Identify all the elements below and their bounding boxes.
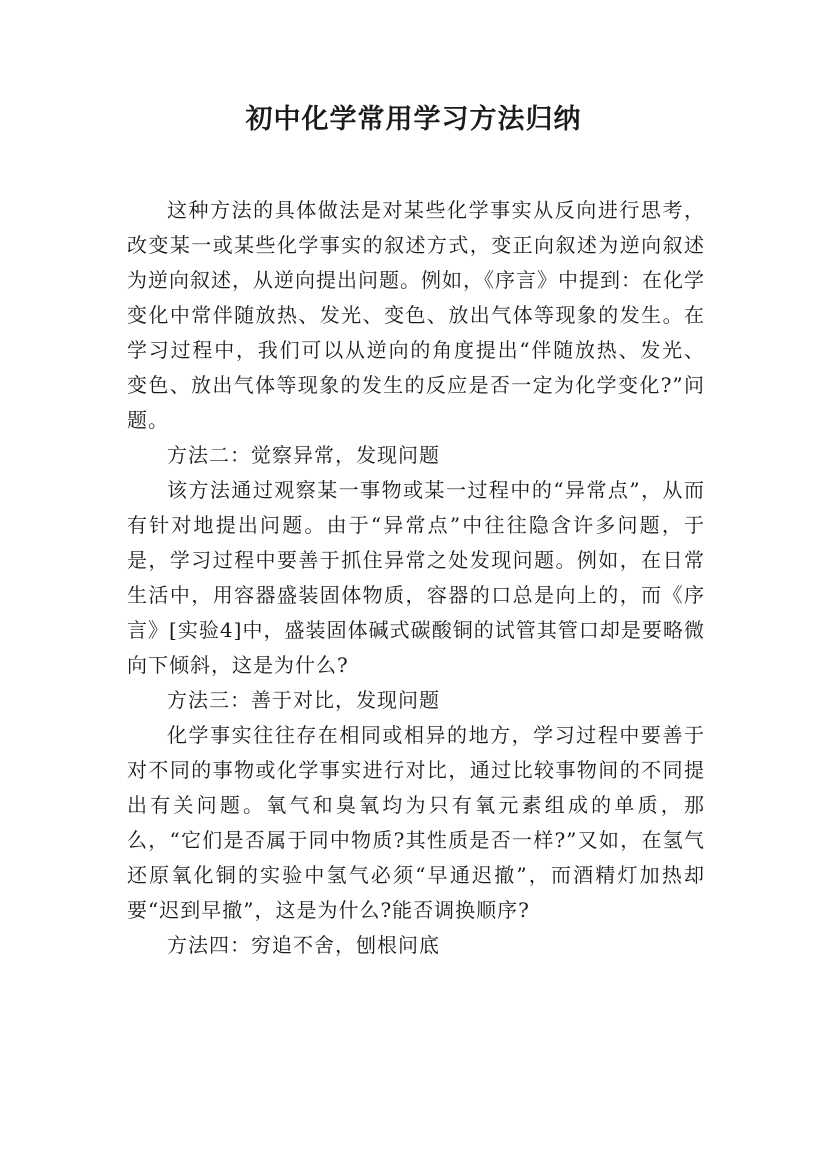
heading-method-three: 方法三：善于对比，发现问题	[167, 688, 440, 712]
paragraph-method-three: 化学事实往往存在相同或相异的地方，学习过程中要善于对不同的事物或化学事实进行对比，通过比较事物间的不同提出有关问题。氧气和臭氧均为只有氧元素组成的单质，那么，“它们是否属于同中物质?其性质是否一样?”又如，在氢气还原氧化铜的实验中氢气必须“早通迟撤”，而酒精灯加热却要“迟到早撤”，这是为什么?能否调换顺序?	[127, 723, 705, 922]
paragraph-method-two: 该方法通过观察某一事物或某一过程中的“异常点”，从而有针对地提出问题。由于“异常点”中往往隐含许多问题，于是，学习过程中要善于抓住异常之处发现问题。例如，在日常生活中，用容器盛装固体物质，容器的口总是向上的，而《序言》[实验4]中，盛装固体碱式碳酸铜的试管其管口却是要略微向下倾斜，这是为什么?	[127, 478, 705, 677]
document-title: 初中化学常用学习方法归纳	[245, 104, 582, 135]
document-body	[127, 193, 705, 963]
heading-method-four: 方法四：穷追不舍，刨根问底	[167, 933, 440, 957]
heading-method-two: 方法二：觉察异常，发现问题	[167, 443, 440, 467]
paragraph-reverse-thinking: 这种方法的具体做法是对某些化学事实从反向进行思考，改变某一或某些化学事实的叙述方式，变正向叙述为逆向叙述为逆向叙述，从逆向提出问题。例如，《序言》中提到：在化学变化中常伴随放热、发光、变色、放出气体等现象的发生。在学习过程中，我们可以从逆向的角度提出“伴随放热、发光、变色、放出气体等现象的发生的反应是否一定为化学变化?”问题。	[127, 198, 705, 432]
